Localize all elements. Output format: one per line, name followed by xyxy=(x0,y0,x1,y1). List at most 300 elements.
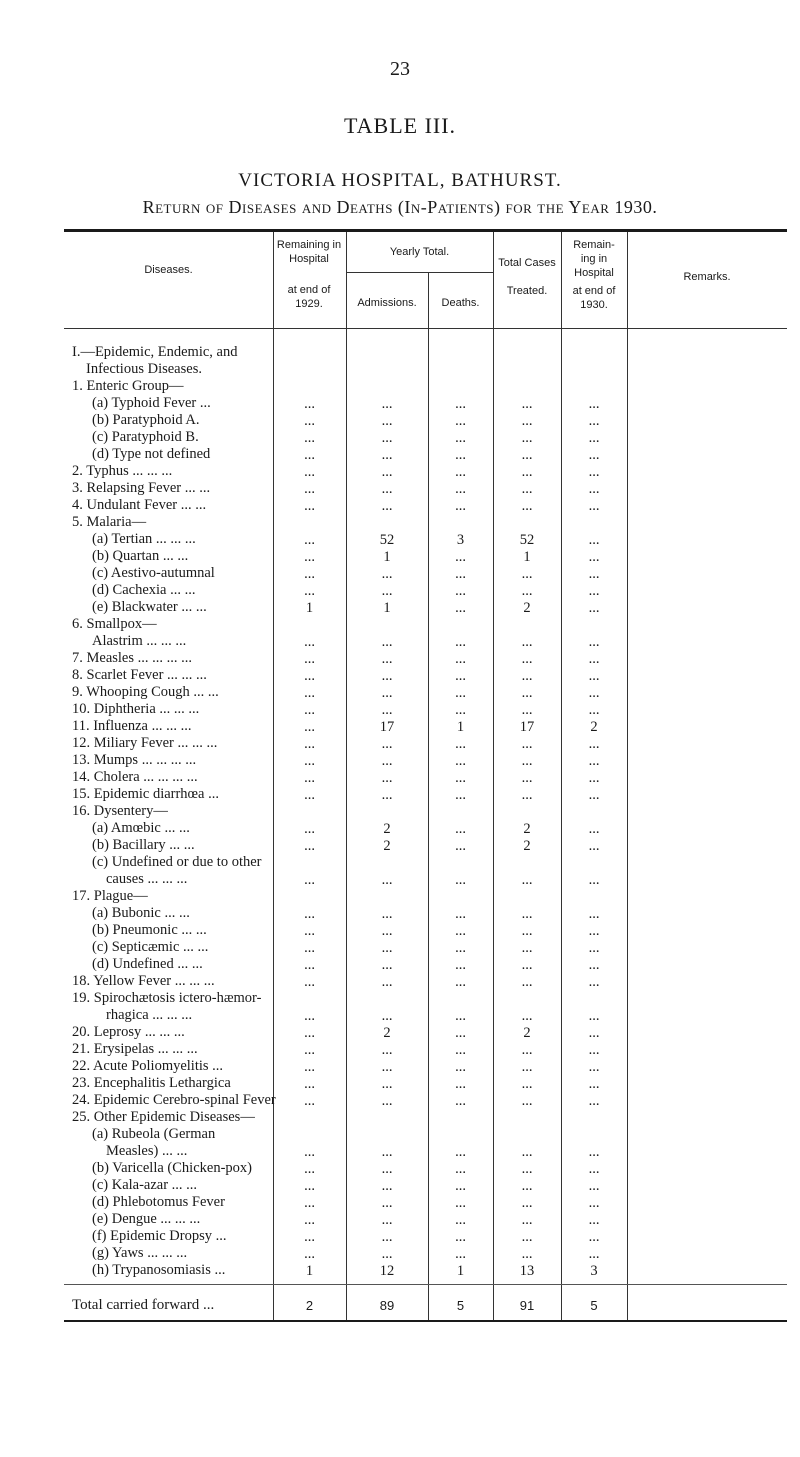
row-label: (f) Epidemic Dropsy ... xyxy=(92,1228,227,1244)
row-label: (d) Type not defined xyxy=(92,446,211,462)
cell-admissions: ... xyxy=(381,1008,393,1024)
cell-cases-treated: ... xyxy=(521,1161,533,1177)
cell-cases-treated: ... xyxy=(521,770,533,786)
row-label: 6. Smallpox— xyxy=(72,616,157,632)
cell-remaining-1930: ... xyxy=(588,1161,600,1177)
row-label: 21. Erysipelas ... ... ... xyxy=(72,1041,198,1057)
cell-remaining-1930: ... xyxy=(588,1025,600,1041)
cell-remaining-1930: ... xyxy=(588,753,600,769)
table-title: TABLE III. xyxy=(343,113,457,138)
cell-remaining-1929: ... xyxy=(304,1144,315,1160)
cell-remaining-1930: ... xyxy=(588,872,600,888)
cell-cases-treated: ... xyxy=(521,957,533,973)
cell-admissions: 2 xyxy=(383,821,391,837)
cell-remaining-1929: ... xyxy=(304,634,315,650)
cell-remaining-1929: ... xyxy=(304,464,315,480)
cell-remaining-1930: ... xyxy=(588,651,600,667)
cell-remaining-1930: ... xyxy=(588,1195,600,1211)
cell-cases-treated: ... xyxy=(521,413,533,429)
cell-remaining-1929: ... xyxy=(304,719,315,735)
cell-remaining-1930: ... xyxy=(588,940,600,956)
row-label: (b) Paratyphoid A. xyxy=(92,412,200,428)
cell-admissions: ... xyxy=(381,974,393,990)
cell-cases-treated: ... xyxy=(521,1212,533,1228)
cell-deaths: ... xyxy=(455,906,466,922)
cell-remaining-1929: ... xyxy=(304,1025,315,1041)
cell-admissions: ... xyxy=(381,1144,393,1160)
cell-deaths: ... xyxy=(455,736,466,752)
cell-admissions: ... xyxy=(381,566,393,582)
row-label: 22. Acute Poliomyelitis ... xyxy=(72,1058,224,1074)
cell-deaths: ... xyxy=(455,1076,466,1092)
cell-deaths: ... xyxy=(455,770,466,786)
cell-admissions: 17 xyxy=(379,719,395,735)
cell-admissions: ... xyxy=(381,413,393,429)
cell-admissions: ... xyxy=(381,1178,393,1194)
cell-deaths: ... xyxy=(455,1161,466,1177)
yearly-total-rule xyxy=(346,272,493,273)
cell-remaining-1930: ... xyxy=(588,532,600,548)
row-label: Alastrim ... ... ... xyxy=(92,633,187,649)
cell-deaths: ... xyxy=(455,1008,466,1024)
cell-deaths: ... xyxy=(455,702,466,718)
cell-cases-treated: ... xyxy=(521,940,533,956)
cell-admissions: 2 xyxy=(383,1025,391,1041)
cell-remaining-1929: ... xyxy=(304,1212,315,1228)
cell-deaths: ... xyxy=(455,481,466,497)
header-deaths: Deaths. xyxy=(441,297,480,309)
cell-remaining-1929: ... xyxy=(304,906,315,922)
cell-cases-treated: ... xyxy=(521,923,533,939)
cell-remaining-1930: ... xyxy=(588,464,600,480)
cell-remaining-1930: ... xyxy=(588,481,600,497)
header-total-top: Total Cases xyxy=(498,257,556,269)
cell-remaining-1929: ... xyxy=(304,838,315,854)
cell-remaining-1930: ... xyxy=(588,1178,600,1194)
cell-admissions: ... xyxy=(381,1161,393,1177)
cell-remaining-1929: ... xyxy=(304,532,315,548)
cell-remaining-1929: ... xyxy=(304,1246,315,1262)
cell-deaths: ... xyxy=(455,974,466,990)
cell-remaining-1930: ... xyxy=(588,549,600,565)
cell-deaths: ... xyxy=(455,583,466,599)
cell-cases-treated: ... xyxy=(521,396,533,412)
total-cases-treated: 91 xyxy=(519,1298,535,1313)
header-yearly-total: Yearly Total. xyxy=(389,246,450,258)
row-label: (g) Yaws ... ... ... xyxy=(92,1245,188,1261)
cell-remaining-1929: ... xyxy=(304,651,315,667)
cell-remaining-1929: ... xyxy=(304,1042,315,1058)
row-label: (h) Trypanosomiasis ... xyxy=(92,1262,226,1278)
cell-remaining-1929: ... xyxy=(304,685,315,701)
cell-cases-treated: ... xyxy=(521,1144,533,1160)
total-admissions: 89 xyxy=(379,1298,395,1313)
cell-deaths: ... xyxy=(455,1246,466,1262)
cell-cases-treated: ... xyxy=(521,481,533,497)
cell-remaining-1930: ... xyxy=(588,1212,600,1228)
row-label: (b) Quartan ... ... xyxy=(92,548,189,564)
cell-remaining-1929: ... xyxy=(304,1229,315,1245)
cell-cases-treated: ... xyxy=(521,1178,533,1194)
cell-admissions: 52 xyxy=(379,532,395,548)
cell-remaining-1929: ... xyxy=(304,923,315,939)
cell-cases-treated: ... xyxy=(521,787,533,803)
cell-deaths: ... xyxy=(455,1212,466,1228)
cell-deaths: ... xyxy=(455,838,466,854)
cell-deaths: ... xyxy=(455,872,466,888)
cell-deaths: 1 xyxy=(456,1263,465,1279)
cell-deaths: 1 xyxy=(456,719,465,735)
row-label: 2. Typhus ... ... ... xyxy=(72,463,173,479)
row-label: (a) Tertian ... ... ... xyxy=(92,531,196,547)
cell-remaining-1929: ... xyxy=(304,770,315,786)
cell-admissions: 2 xyxy=(383,838,391,854)
total-remaining-1929: 2 xyxy=(305,1298,314,1313)
cell-cases-treated: ... xyxy=(521,430,533,446)
row-label: 11. Influenza ... ... ... xyxy=(72,718,192,734)
cell-remaining-1930: ... xyxy=(588,1246,600,1262)
cell-remaining-1930: ... xyxy=(588,583,600,599)
cell-remaining-1929: ... xyxy=(304,1161,315,1177)
cell-cases-treated: 2 xyxy=(523,821,531,837)
cell-deaths: ... xyxy=(455,787,466,803)
cell-remaining-1929: ... xyxy=(304,1076,315,1092)
cell-admissions: ... xyxy=(381,1212,393,1228)
row-label: Infectious Diseases. xyxy=(86,361,202,377)
cell-remaining-1930: ... xyxy=(588,447,600,463)
row-label: (e) Dengue ... ... ... xyxy=(92,1211,201,1227)
row-label: 1. Enteric Group— xyxy=(72,378,184,394)
cell-remaining-1930: ... xyxy=(588,1076,600,1092)
cell-remaining-1929: ... xyxy=(304,1093,315,1109)
cell-admissions: ... xyxy=(381,923,393,939)
cell-remaining-1930: ... xyxy=(588,906,600,922)
cell-cases-treated: ... xyxy=(521,651,533,667)
header-remaining-bottom: at end of 1929. xyxy=(287,284,331,310)
cell-remaining-1930: ... xyxy=(588,736,600,752)
header-admissions: Admissions. xyxy=(357,297,417,309)
cell-remaining-1930: ... xyxy=(588,685,600,701)
top-rule xyxy=(64,229,787,232)
cell-cases-treated: ... xyxy=(521,583,533,599)
cell-remaining-1930: ... xyxy=(588,668,600,684)
row-label: Measles) ... ... xyxy=(106,1143,188,1159)
row-label: (d) Phlebotomus Fever xyxy=(92,1194,225,1210)
cell-cases-treated: ... xyxy=(521,753,533,769)
row-label: (c) Aestivo-autumnal xyxy=(92,565,215,581)
row-label: (c) Septicæmic ... ... xyxy=(92,939,209,955)
cell-deaths: ... xyxy=(455,413,466,429)
cell-deaths: ... xyxy=(455,447,466,463)
cell-remaining-1930: ... xyxy=(588,430,600,446)
cell-deaths: ... xyxy=(455,1025,466,1041)
cell-remaining-1930: ... xyxy=(588,974,600,990)
row-label: 15. Epidemic diarrhœa ... xyxy=(72,786,219,802)
cell-cases-treated: ... xyxy=(521,1008,533,1024)
row-label: (a) Amœbic ... ... xyxy=(92,820,190,836)
cell-remaining-1930: ... xyxy=(588,1008,600,1024)
row-label: (a) Rubeola (German xyxy=(92,1126,216,1142)
row-label: 25. Other Epidemic Diseases— xyxy=(72,1109,255,1125)
header-diseases: Diseases. xyxy=(144,264,193,276)
row-label: (c) Kala-azar ... ... xyxy=(92,1177,198,1193)
cell-cases-treated: 2 xyxy=(523,838,531,854)
cell-deaths: ... xyxy=(455,634,466,650)
cell-cases-treated: ... xyxy=(521,1229,533,1245)
cell-deaths: ... xyxy=(455,1042,466,1058)
cell-admissions: ... xyxy=(381,1246,393,1262)
cell-admissions: ... xyxy=(381,1059,393,1075)
row-label: 16. Dysentery— xyxy=(72,803,168,819)
cell-remaining-1930: ... xyxy=(588,1144,600,1160)
cell-remaining-1930: ... xyxy=(588,396,600,412)
row-label: 7. Measles ... ... ... ... xyxy=(72,650,193,666)
cell-remaining-1930: ... xyxy=(588,957,600,973)
cell-remaining-1930: ... xyxy=(588,1093,600,1109)
row-label: 5. Malaria— xyxy=(72,514,147,530)
cell-deaths: ... xyxy=(455,1059,466,1075)
cell-admissions: ... xyxy=(381,736,393,752)
cell-remaining-1930: ... xyxy=(588,413,600,429)
row-label: (b) Bacillary ... ... xyxy=(92,837,195,853)
cell-cases-treated: ... xyxy=(521,1246,533,1262)
cell-remaining-1929: ... xyxy=(304,872,315,888)
cell-admissions: ... xyxy=(381,685,393,701)
row-label: 14. Cholera ... ... ... ... xyxy=(72,769,198,785)
cell-admissions: ... xyxy=(381,940,393,956)
header-remarks: Remarks. xyxy=(683,271,731,283)
cell-remaining-1930: 2 xyxy=(590,719,598,735)
row-label: causes ... ... ... xyxy=(106,871,188,887)
cell-deaths: ... xyxy=(455,464,466,480)
cell-admissions: ... xyxy=(381,634,393,650)
row-label: 18. Yellow Fever ... ... ... xyxy=(72,973,215,989)
row-label: (a) Typhoid Fever ... xyxy=(92,395,211,411)
cell-remaining-1929: ... xyxy=(304,498,315,514)
row-label: 10. Diphtheria ... ... ... xyxy=(72,701,200,717)
cell-deaths: ... xyxy=(455,1229,466,1245)
cell-remaining-1930: ... xyxy=(588,770,600,786)
row-label: 9. Whooping Cough ... ... xyxy=(72,684,219,700)
cell-admissions: ... xyxy=(381,906,393,922)
cell-deaths: ... xyxy=(455,430,466,446)
cell-deaths: ... xyxy=(455,566,466,582)
row-label: (b) Pneumonic ... ... xyxy=(92,922,207,938)
cell-remaining-1930: ... xyxy=(588,566,600,582)
cell-cases-treated: ... xyxy=(521,634,533,650)
cell-deaths: ... xyxy=(455,923,466,939)
header-remain-end-top: Remain- ing in Hospital xyxy=(573,239,615,279)
cell-deaths: ... xyxy=(455,600,466,616)
row-label: rhagica ... ... ... xyxy=(106,1007,193,1023)
cell-admissions: 1 xyxy=(383,600,391,616)
cell-remaining-1930: ... xyxy=(588,821,600,837)
cell-remaining-1929: ... xyxy=(304,447,315,463)
header-total-bottom: Treated. xyxy=(506,285,548,297)
cell-remaining-1929: ... xyxy=(304,549,315,565)
cell-admissions: ... xyxy=(381,770,393,786)
cell-admissions: ... xyxy=(381,1229,393,1245)
cell-cases-treated: ... xyxy=(521,974,533,990)
cell-admissions: ... xyxy=(381,753,393,769)
cell-remaining-1930: ... xyxy=(588,787,600,803)
cell-remaining-1929: ... xyxy=(304,974,315,990)
cell-admissions: 12 xyxy=(379,1263,395,1279)
cell-remaining-1930: ... xyxy=(588,600,600,616)
row-label: (d) Cachexia ... ... xyxy=(92,582,196,598)
row-label: 19. Spirochætosis ictero-hæmor- xyxy=(72,990,262,1006)
cell-cases-treated: ... xyxy=(521,702,533,718)
cell-admissions: 1 xyxy=(383,549,391,565)
cell-admissions: ... xyxy=(381,583,393,599)
total-top-rule xyxy=(64,1284,787,1285)
cell-deaths: ... xyxy=(455,685,466,701)
header-remaining-top: Remaining in Hospital xyxy=(276,239,342,265)
cell-cases-treated: 52 xyxy=(519,532,535,548)
row-label: 4. Undulant Fever ... ... xyxy=(72,497,207,513)
cell-cases-treated: 13 xyxy=(519,1263,535,1279)
hospital-name: VICTORIA HOSPITAL, BATHURST. xyxy=(238,170,562,191)
cell-remaining-1930: ... xyxy=(588,498,600,514)
cell-cases-treated: 2 xyxy=(523,1025,531,1041)
table-subtitle: Return of Diseases and Deaths (In-Patients) for the Year 1930. xyxy=(142,197,658,217)
total-remaining-1930: 5 xyxy=(590,1298,598,1313)
cell-cases-treated: ... xyxy=(521,1042,533,1058)
row-label: 12. Miliary Fever ... ... ... xyxy=(72,735,218,751)
cell-deaths: ... xyxy=(455,549,466,565)
total-label: Total carried forward ... xyxy=(72,1297,215,1313)
cell-remaining-1929: ... xyxy=(304,702,315,718)
cell-cases-treated: ... xyxy=(521,685,533,701)
cell-remaining-1929: 1 xyxy=(305,600,314,616)
cell-deaths: ... xyxy=(455,753,466,769)
cell-remaining-1930: ... xyxy=(588,1059,600,1075)
cell-remaining-1929: ... xyxy=(304,396,315,412)
cell-remaining-1929: ... xyxy=(304,1059,315,1075)
row-label: I.—Epidemic, Endemic, and xyxy=(72,344,238,360)
cell-admissions: ... xyxy=(381,668,393,684)
cell-deaths: ... xyxy=(455,821,466,837)
cell-remaining-1930: ... xyxy=(588,634,600,650)
cell-remaining-1929: ... xyxy=(304,1195,315,1211)
row-label: (e) Blackwater ... ... xyxy=(92,599,207,615)
cell-admissions: ... xyxy=(381,481,393,497)
cell-cases-treated: ... xyxy=(521,736,533,752)
cell-cases-treated: ... xyxy=(521,872,533,888)
cell-remaining-1930: ... xyxy=(588,838,600,854)
cell-admissions: ... xyxy=(381,1042,393,1058)
cell-remaining-1930: ... xyxy=(588,923,600,939)
cell-admissions: ... xyxy=(381,702,393,718)
cell-remaining-1929: ... xyxy=(304,413,315,429)
header-bottom-rule xyxy=(64,328,787,329)
cell-admissions: ... xyxy=(381,957,393,973)
cell-cases-treated: ... xyxy=(521,447,533,463)
row-label: 13. Mumps ... ... ... ... xyxy=(72,752,197,768)
cell-admissions: ... xyxy=(381,1195,393,1211)
cell-remaining-1929: ... xyxy=(304,1178,315,1194)
cell-admissions: ... xyxy=(381,447,393,463)
cell-deaths: ... xyxy=(455,1195,466,1211)
cell-cases-treated: ... xyxy=(521,498,533,514)
cell-deaths: ... xyxy=(455,1144,466,1160)
cell-remaining-1930: ... xyxy=(588,1042,600,1058)
col-divider xyxy=(627,232,628,1320)
cell-deaths: ... xyxy=(455,1093,466,1109)
row-label: 8. Scarlet Fever ... ... ... xyxy=(72,667,207,683)
row-label: (c) Paratyphoid B. xyxy=(92,429,199,445)
cell-cases-treated: ... xyxy=(521,1093,533,1109)
cell-remaining-1929: ... xyxy=(304,957,315,973)
cell-remaining-1929: ... xyxy=(304,1008,315,1024)
cell-remaining-1929: ... xyxy=(304,753,315,769)
cell-cases-treated: 17 xyxy=(519,719,535,735)
cell-remaining-1929: ... xyxy=(304,583,315,599)
cell-remaining-1929: ... xyxy=(304,481,315,497)
row-label: (a) Bubonic ... ... xyxy=(92,905,190,921)
row-label: 17. Plague— xyxy=(72,888,148,904)
cell-cases-treated: ... xyxy=(521,668,533,684)
row-label: 23. Encephalitis Lethargica xyxy=(72,1075,231,1091)
cell-remaining-1930: ... xyxy=(588,1229,600,1245)
cell-cases-treated: ... xyxy=(521,1195,533,1211)
page-number: 23 xyxy=(390,58,410,80)
cell-deaths: 3 xyxy=(456,532,465,548)
cell-admissions: ... xyxy=(381,396,393,412)
cell-remaining-1929: ... xyxy=(304,566,315,582)
bottom-rule xyxy=(64,1320,787,1322)
cell-admissions: ... xyxy=(381,430,393,446)
row-label: (d) Undefined ... ... xyxy=(92,956,203,972)
cell-remaining-1929: 1 xyxy=(305,1263,314,1279)
cell-cases-treated: ... xyxy=(521,906,533,922)
total-deaths: 5 xyxy=(456,1298,465,1313)
cell-remaining-1929: ... xyxy=(304,821,315,837)
row-label: 24. Epidemic Cerebro-spinal Fever xyxy=(72,1092,276,1108)
row-label: (b) Varicella (Chicken-pox) xyxy=(92,1160,252,1176)
header-remain-end-bottom: at end of 1930. xyxy=(572,285,616,311)
cell-deaths: ... xyxy=(455,1178,466,1194)
cell-admissions: ... xyxy=(381,464,393,480)
cell-remaining-1929: ... xyxy=(304,668,315,684)
cell-deaths: ... xyxy=(455,940,466,956)
cell-deaths: ... xyxy=(455,498,466,514)
cell-remaining-1929: ... xyxy=(304,736,315,752)
cell-admissions: ... xyxy=(381,872,393,888)
cell-admissions: ... xyxy=(381,787,393,803)
cell-deaths: ... xyxy=(455,957,466,973)
cell-admissions: ... xyxy=(381,498,393,514)
cell-cases-treated: ... xyxy=(521,1059,533,1075)
cell-cases-treated: 2 xyxy=(523,600,531,616)
cell-cases-treated: 1 xyxy=(523,549,531,565)
row-label: 3. Relapsing Fever ... ... xyxy=(72,480,211,496)
cell-remaining-1929: ... xyxy=(304,430,315,446)
cell-remaining-1930: 3 xyxy=(590,1263,598,1279)
row-label: 20. Leprosy ... ... ... xyxy=(72,1024,185,1040)
cell-cases-treated: ... xyxy=(521,566,533,582)
cell-remaining-1929: ... xyxy=(304,940,315,956)
cell-cases-treated: ... xyxy=(521,1076,533,1092)
cell-deaths: ... xyxy=(455,651,466,667)
cell-remaining-1929: ... xyxy=(304,787,315,803)
cell-remaining-1930: ... xyxy=(588,702,600,718)
cell-admissions: ... xyxy=(381,651,393,667)
cell-admissions: ... xyxy=(381,1093,393,1109)
cell-deaths: ... xyxy=(455,396,466,412)
cell-admissions: ... xyxy=(381,1076,393,1092)
cell-deaths: ... xyxy=(455,668,466,684)
